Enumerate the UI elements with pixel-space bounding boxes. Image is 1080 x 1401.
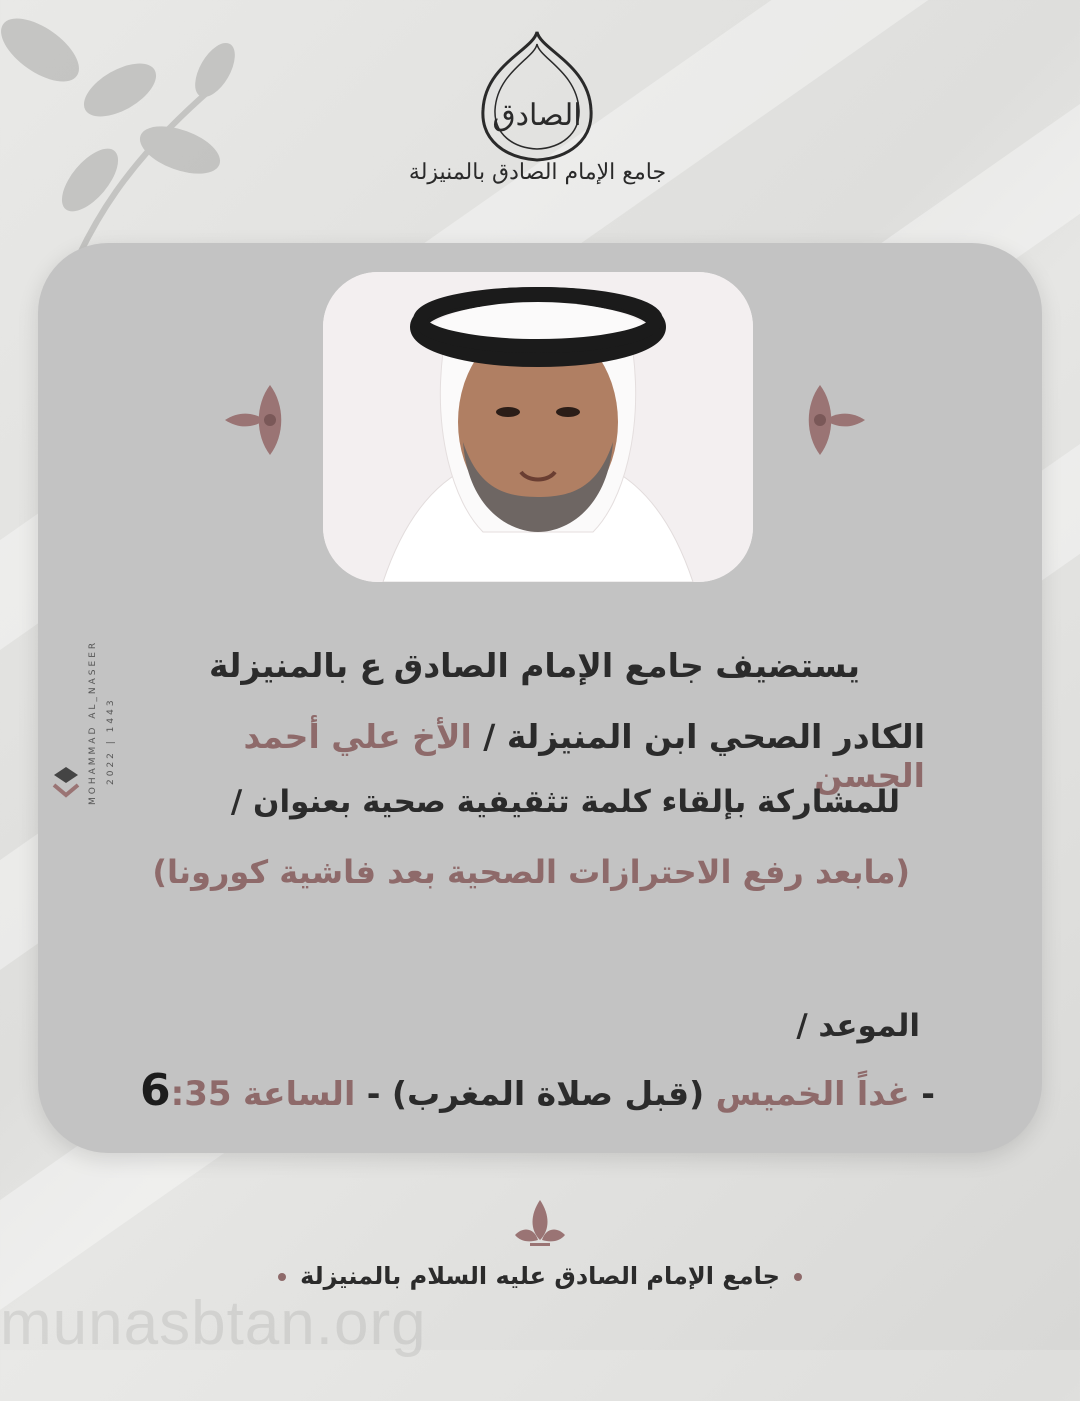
time-hour: 6 bbox=[139, 1065, 171, 1116]
watermark: munasbtan.org bbox=[0, 1289, 427, 1358]
schedule-label: الموعد / bbox=[796, 1008, 920, 1044]
credit-logo-icon bbox=[52, 765, 80, 801]
speaker-role: الكادر الصحي ابن المنيزلة / bbox=[471, 717, 925, 756]
bullet-icon bbox=[794, 1273, 802, 1281]
intro-line: يستضيف جامع الإمام الصادق ع بالمنيزلة bbox=[209, 646, 860, 685]
schedule-dash: - bbox=[909, 1074, 935, 1113]
logo-name: جامع الإمام الصادق بالمنيزلة bbox=[408, 160, 667, 185]
schedule-timing: (قبل صلاة المغرب) bbox=[380, 1074, 716, 1113]
schedule-time bbox=[139, 1065, 232, 1116]
footer-text: جامع الإمام الصادق عليه السلام بالمنيزلة bbox=[300, 1262, 780, 1290]
time-minutes: :35 bbox=[170, 1074, 232, 1114]
bullet-icon bbox=[278, 1273, 286, 1281]
logo-lettering: الصادق bbox=[492, 98, 582, 133]
schedule-line bbox=[115, 1065, 935, 1116]
dome-logo-icon bbox=[405, 30, 670, 165]
schedule-day: غداً الخميس bbox=[715, 1074, 910, 1113]
schedule-dash: - bbox=[355, 1074, 381, 1113]
speaker-photo bbox=[323, 272, 753, 582]
footer-ornament-icon bbox=[510, 1195, 570, 1255]
talk-title: (مابعد رفع الاحترازات الصحية بعد فاشية كورونا) bbox=[152, 853, 910, 891]
credit-name: MOHAMMAD AL_NASEER bbox=[88, 639, 98, 805]
hour-label: الساعة bbox=[231, 1074, 356, 1113]
footer-line bbox=[260, 1262, 820, 1290]
speaker-name: الأخ علي أحمد الحسن bbox=[243, 717, 925, 795]
right-ornament-icon bbox=[775, 375, 865, 465]
mosque-logo bbox=[405, 30, 670, 190]
left-ornament-icon bbox=[225, 375, 315, 465]
portrait-icon bbox=[323, 272, 753, 582]
credit-year: 2022 | 1443 bbox=[106, 697, 116, 785]
participation-line: للمشاركة بإلقاء كلمة تثقيفية صحية بعنوان / bbox=[230, 784, 900, 820]
